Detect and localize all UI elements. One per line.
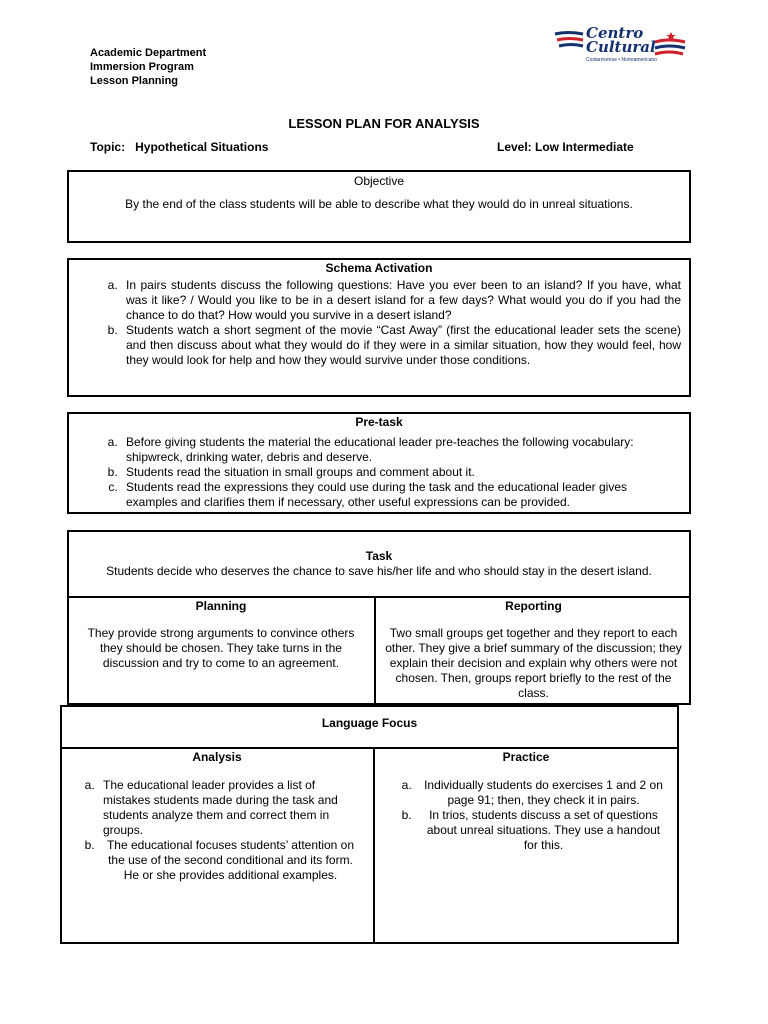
- planning-text: They provide strong arguments to convince others they should be chosen. They take turns in the discussion and try to come to an agreement.: [87, 626, 355, 670]
- reporting-text: Two small groups get together and they report to each other. They give a brief summary of the discussion; they explain their decision and explain why others were not chosen. Then, groups report briefly to the rest of the class.: [385, 626, 682, 700]
- schema-activation-list: [69, 278, 689, 368]
- list-item: b. The educational focuses students’ attention on the use of the second conditional and its form. He or she provides additional examples.: [98, 838, 358, 883]
- logo-line-1: Centro: [586, 24, 644, 42]
- pre-task-box: [67, 412, 691, 514]
- topic: [90, 140, 268, 154]
- schema-activation-box: [67, 258, 691, 397]
- department-line: Academic Department: [90, 47, 207, 59]
- topic-value: Hypothetical Situations: [135, 140, 269, 154]
- list-item: b. Students read the situation in small groups and comment about it.: [121, 465, 677, 480]
- divider: [62, 747, 677, 749]
- pre-task-list: [69, 435, 689, 510]
- list-item: b. Students watch a short segment of the movie “Cast Away” (first the educational leader sets the scene) and then discuss about what they would do if they were in a similar situation, how they would feel, how they would look for help and how they would survive under those conditions.: [121, 323, 681, 368]
- objective-heading: Objective: [353, 174, 405, 188]
- page-title: LESSON PLAN FOR ANALYSIS: [288, 116, 480, 131]
- practice-cell: [375, 750, 677, 853]
- language-focus-box: [60, 705, 679, 944]
- list-item: a. Individually students do exercises 1 and 2 on page 91; then, they check it in pairs.: [415, 778, 667, 808]
- analysis-heading: Analysis: [192, 750, 242, 764]
- analysis-cell: [62, 750, 372, 883]
- practice-heading: Practice: [502, 750, 550, 764]
- reporting-heading: Reporting: [505, 599, 562, 613]
- list-item: b. In trios, students discuss a set of questions about unreal situations. They use a handout for this.: [415, 808, 667, 853]
- planning-cell: [75, 599, 367, 671]
- task-heading: Task: [365, 549, 393, 563]
- list-item: a. Before giving students the material the educational leader pre-teaches the following vocabulary: shipwreck, drinking water, debris and deserve.: [121, 435, 677, 465]
- objective-box: [67, 170, 691, 243]
- analysis-list: [62, 778, 372, 883]
- topic-label: Topic:: [90, 140, 126, 154]
- task-box: [67, 530, 691, 705]
- schema-activation-heading: Schema Activation: [325, 261, 433, 275]
- divider: [374, 596, 376, 703]
- objective-text: By the end of the class students will be able to describe what they would do in unreal situations.: [125, 197, 633, 211]
- task-text: Students decide who deserves the chance to save his/her life and who should stay in the desert island.: [106, 564, 652, 578]
- logo-line-2: Cultural: [586, 38, 656, 56]
- list-item: a. In pairs students discuss the following questions: Have you ever been to an island? If you have, what was it like? / Would you like to be in a desert island for a few days? What would you do if you had the chance to do that? How would you survive in a desert island?: [121, 278, 681, 323]
- practice-list: [375, 778, 677, 853]
- level: Level: Low Intermediate: [497, 140, 634, 154]
- reporting-cell: [381, 599, 686, 701]
- list-item: c. Students read the expressions they could use during the task and the educational leader gives examples and clarifies them if necessary, other useful expressions can be provided.: [121, 480, 677, 510]
- divider: [69, 596, 689, 598]
- planning-heading: Planning: [195, 599, 247, 613]
- language-focus-heading: Language Focus: [321, 716, 418, 730]
- list-item: a. The educational leader provides a list of mistakes students made during the task and students analyze them and correct them in groups.: [98, 778, 358, 838]
- department-header: [90, 46, 206, 88]
- department-line: Immersion Program: [90, 61, 194, 73]
- centro-cultural-logo: [553, 26, 688, 66]
- pre-task-heading: Pre-task: [355, 415, 403, 429]
- logo-tagline: Costarricense • Norteamericano: [586, 57, 657, 63]
- department-line: Lesson Planning: [90, 75, 179, 87]
